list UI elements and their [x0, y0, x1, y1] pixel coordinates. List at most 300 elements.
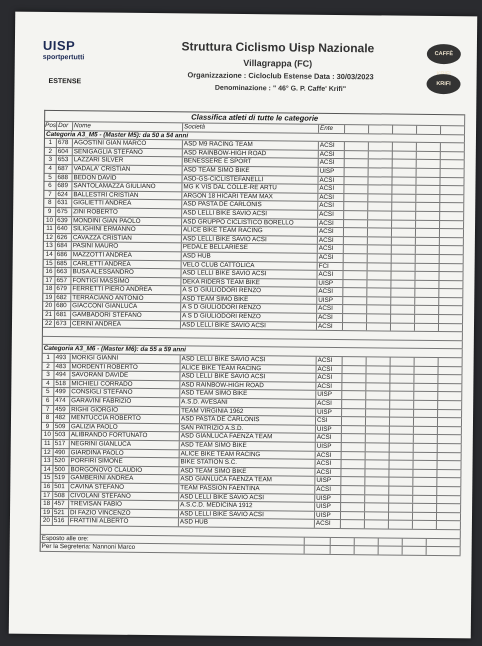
blank-cell: [413, 470, 437, 478]
blank-cell: [438, 461, 462, 469]
position-cell: 2: [45, 148, 57, 156]
position-cell: 8: [44, 199, 56, 207]
position-cell: 1: [45, 139, 57, 147]
blank-cell: [438, 418, 462, 426]
bib-number-cell: 679: [55, 285, 71, 293]
blank-cell: [414, 461, 438, 469]
rider-name-cell: LAZZARI SILVER: [73, 157, 183, 166]
position-cell: 9: [42, 423, 54, 431]
position-cell: 14: [44, 251, 56, 259]
position-cell: 13: [42, 457, 54, 465]
secretary-label: Per la Segreteria: Nannoni Marco: [41, 543, 305, 553]
position-cell: 19: [41, 509, 53, 517]
federation-cell: ACSI: [316, 374, 342, 382]
position-cell: 7: [44, 191, 56, 199]
rider-name-cell: VADALA' CRISTIAN: [73, 165, 183, 174]
blank-cell: [345, 142, 369, 150]
blank-cell: [392, 194, 416, 202]
posted-time-label: Esposto alle ore:: [41, 534, 305, 544]
blank-cell: [392, 211, 416, 219]
blank-cell: [341, 512, 365, 520]
team-name-cell: A S D GIULIODORI RENZO: [181, 312, 317, 321]
blank-cell: [437, 513, 461, 521]
blank-cell: [441, 160, 465, 168]
blank-cell: [440, 229, 464, 237]
bib-number-cell: 682: [55, 294, 71, 302]
blank-cell: [439, 315, 463, 323]
federation-cell: ACSI: [318, 245, 344, 253]
blank-cell: [416, 177, 440, 185]
federation-cell: ACSI: [317, 322, 343, 330]
team-name-cell: TEAM VIRGINIA 1962: [180, 407, 316, 416]
blank-cell: [342, 417, 366, 425]
blank-cell: [390, 392, 414, 400]
blank-cell: [417, 160, 441, 168]
rider-name-cell: BEDON DAVID: [72, 174, 182, 183]
team-name-cell: ASD GIANLUCA FAENZA TEAM: [180, 433, 316, 442]
blank-cell: [343, 323, 367, 331]
blank-cell: [366, 383, 390, 391]
team-name-cell: PEDALE BELLARIESE: [182, 244, 318, 253]
blank-cell: [438, 375, 462, 383]
team-name-cell: A.S.D. AVESANI: [180, 398, 316, 407]
blank-cell: [438, 435, 462, 443]
federation-cell: UISP: [316, 391, 342, 399]
team-name-cell: SAN PATRIZIO A.S.D.: [180, 424, 316, 433]
federation-cell: ACSI: [318, 254, 344, 262]
rider-name-cell: GAMBADORI STEFANO: [71, 311, 181, 320]
blank-cell: [437, 478, 461, 486]
rider-name-cell: SENIGAGLIA STEFANO: [73, 148, 183, 157]
rider-name-cell: ZINI ROBERTO: [72, 208, 182, 217]
bib-number-cell: 663: [56, 268, 72, 276]
blank-cell: [368, 254, 392, 262]
col-societa-header: Società: [183, 123, 319, 132]
federation-cell: ACSI: [317, 365, 343, 373]
blank-cell: [366, 400, 390, 408]
blank-cell: [344, 254, 368, 262]
blank-cell: [438, 401, 462, 409]
blank-cell: [390, 435, 414, 443]
bib-number-cell: 639: [56, 217, 72, 225]
team-name-cell: ASD LELLI BIKE SAVIO ACSI: [181, 355, 317, 364]
federation-cell: ACSI: [316, 383, 342, 391]
bib-number-cell: 483: [55, 363, 71, 371]
blank-cell: [416, 229, 440, 237]
category-label: Categoria A3_M5 - (Master M5): da 50 a 54 anni: [45, 131, 465, 143]
blank-cell: [438, 384, 462, 392]
blank-cell: [389, 512, 413, 520]
position-cell: 3: [42, 371, 54, 379]
bib-number-cell: 640: [56, 225, 72, 233]
blank-cell: [367, 306, 391, 314]
bib-number-cell: 501: [53, 483, 69, 491]
position-cell: 17: [41, 491, 53, 499]
bib-number-cell: 624: [56, 191, 72, 199]
blank-cell: [342, 443, 366, 451]
federation-cell: UISP: [315, 477, 341, 485]
position-cell: 2: [43, 363, 55, 371]
blank-cell: [414, 375, 438, 383]
blank-cell: [392, 220, 416, 228]
position-cell: 18: [43, 285, 55, 293]
federation-cell: ACSI: [318, 219, 344, 227]
blank-cell: [342, 409, 366, 417]
bib-number-cell: 686: [56, 251, 72, 259]
blank-cell: [438, 410, 462, 418]
federation-cell: ACSI: [319, 159, 345, 167]
blank-cell: [368, 246, 392, 254]
blank-cell: [342, 391, 366, 399]
blank-cell: [366, 417, 390, 425]
blank-cell: [368, 211, 392, 219]
position-cell: 13: [44, 242, 56, 250]
position-cell: 10: [42, 431, 54, 439]
blank-cell: [414, 392, 438, 400]
blank-cell: [392, 254, 416, 262]
team-name-cell: ASD GIANLUCA FAENZA TEAM: [179, 476, 315, 485]
blank-cell: [415, 358, 439, 366]
team-name-cell: ASD LELLI BIKE SAVIO ACSI: [179, 493, 315, 502]
federation-cell: ACSI: [318, 176, 344, 184]
rider-name-cell: AGOSTINI GIAN MARCO: [73, 139, 183, 148]
blank-cell: [341, 503, 365, 511]
bib-number-cell: 516: [53, 517, 69, 525]
blank-cell: [368, 263, 392, 271]
blank-cell: [367, 297, 391, 305]
bib-number-cell: 521: [53, 509, 69, 517]
blank-cell: [416, 212, 440, 220]
federation-cell: ACSI: [318, 211, 344, 219]
blank-cell: [341, 469, 365, 477]
blank-cell: [392, 177, 416, 185]
blank-cell: [344, 245, 368, 253]
blank-cell: [343, 314, 367, 322]
blank-cell: [342, 452, 366, 460]
blank-cell: [389, 478, 413, 486]
blank-cell: [341, 520, 365, 528]
blank-cell: [390, 383, 414, 391]
rider-name-cell: CONSIGLI STEFANO: [70, 389, 180, 398]
blank-cell: [413, 504, 437, 512]
bib-number-cell: 631: [56, 199, 72, 207]
team-name-cell: ASD HUB: [182, 252, 318, 261]
bib-number-cell: 503: [54, 431, 70, 439]
blank-cell: [417, 143, 441, 151]
rider-name-cell: GIACCONI GIANLUCA: [71, 303, 181, 312]
rider-name-cell: TERRACIANO ANTONIO: [71, 294, 181, 303]
bib-number-cell: 675: [56, 208, 72, 216]
blank-cell: [344, 202, 368, 210]
blank-cell: [391, 280, 415, 288]
rider-name-cell: BALLESTRI CRISTIAN: [72, 191, 182, 200]
blank-cell: [366, 443, 390, 451]
blank-cell: [437, 470, 461, 478]
blank-cell: [391, 289, 415, 297]
blank-cell: [343, 357, 367, 365]
rider-name-cell: MORDENTI ROBERTO: [71, 363, 181, 372]
blank-cell: [342, 426, 366, 434]
blank-cell: [440, 212, 464, 220]
blank-cell: [437, 487, 461, 495]
blank-cell: [392, 263, 416, 271]
bib-number-cell: 520: [54, 457, 70, 465]
blank-cell: [369, 151, 393, 159]
blank-cell: [391, 315, 415, 323]
blank-cell: [366, 375, 390, 383]
team-name-cell: ASD RAINBOW-HIGH ROAD: [180, 381, 316, 390]
blank-cell: [393, 160, 417, 168]
bib-number-cell: 457: [53, 500, 69, 508]
federation-cell: UISP: [316, 408, 342, 416]
blank-cell: [414, 384, 438, 392]
federation-cell: ACSI: [318, 228, 344, 236]
results-table: [40, 110, 466, 556]
blank-cell: [343, 306, 367, 314]
blank-cell: [393, 126, 417, 134]
blank-cell: [366, 366, 390, 374]
blank-cell: [392, 203, 416, 211]
rider-name-cell: PORFIRI SIMONE: [70, 457, 180, 466]
rider-name-cell: DI FAZIO VINCENZO: [69, 509, 179, 518]
bib-number-cell: 482: [54, 414, 70, 422]
federation-cell: UISP: [316, 426, 342, 434]
federation-cell: FCI: [318, 262, 344, 270]
blank-cell: [342, 383, 366, 391]
blank-cell: [367, 280, 391, 288]
position-cell: 11: [42, 440, 54, 448]
blank-cell: [368, 177, 392, 185]
col-nome-header: Nome: [73, 122, 183, 131]
blank-cell: [440, 203, 464, 211]
bib-number-cell: 493: [55, 354, 71, 362]
team-name-cell: MG K VIS DAL COLLE-RE ARTU: [182, 184, 318, 193]
blank-cell: [414, 444, 438, 452]
blank-cell: [413, 521, 437, 529]
blank-cell: [389, 469, 413, 477]
federation-cell: ACSI: [318, 202, 344, 210]
bib-number-cell: 684: [56, 242, 72, 250]
document-header: [42, 38, 463, 110]
rider-name-cell: GIARDINA PAOLO: [70, 449, 180, 458]
blank-cell: [438, 427, 462, 435]
blank-cell: [390, 401, 414, 409]
rider-name-cell: NEGRINI GIANLUCA: [70, 440, 180, 449]
federation-cell: ACSI: [315, 520, 341, 528]
rider-name-cell: MAZZOTTI ANDREA: [72, 251, 182, 260]
blank-cell: [368, 185, 392, 193]
blank-cell: [365, 478, 389, 486]
federation-cell: UISP: [315, 494, 341, 502]
rider-name-cell: GALIZIA PAOLO: [70, 423, 180, 432]
blank-cell: [369, 125, 393, 133]
blank-cell: [390, 375, 414, 383]
bib-number-cell: 681: [55, 311, 71, 319]
federation-cell: ACSI: [318, 236, 344, 244]
bib-number-cell: 500: [53, 466, 69, 474]
bib-number-cell: 680: [55, 303, 71, 311]
blank-cell: [393, 151, 417, 159]
team-name-cell: ASD-GS-CICLISTEFANELLI: [182, 175, 318, 184]
blank-cell: [414, 409, 438, 417]
blank-cell: [341, 477, 365, 485]
blank-cell: [368, 220, 392, 228]
rider-name-cell: MENTUCCIA ROBERTO: [70, 414, 180, 423]
blank-cell: [438, 392, 462, 400]
blank-cell: [368, 194, 392, 202]
rider-name-cell: GAMBERINI ANDREA: [69, 475, 179, 484]
blank-cell: [441, 169, 465, 177]
federation-cell: UISP: [315, 503, 341, 511]
position-cell: 16: [44, 268, 56, 276]
blank-cell: [366, 409, 390, 417]
blank-cell: [439, 281, 463, 289]
team-name-cell: ASD PASTA DE CARLONIS: [182, 201, 318, 210]
blank-cell: [439, 298, 463, 306]
category-m5-rows: [43, 139, 465, 332]
team-name-cell: BENESSERE E SPORT: [183, 158, 319, 167]
team-name-cell: ALICE BIKE TEAM RACING: [181, 364, 317, 373]
federation-cell: ACSI: [316, 451, 342, 459]
team-name-cell: A S D GIULIODORI RENZO: [181, 304, 317, 313]
bib-number-cell: 673: [55, 320, 71, 328]
sponsor-badge-2: KRIFI: [426, 74, 460, 94]
blank-cell: [367, 357, 391, 365]
bib-number-cell: 678: [57, 139, 73, 147]
blank-cell: [417, 152, 441, 160]
results-sheet: [9, 12, 477, 639]
position-cell: 9: [44, 208, 56, 216]
position-cell: 5: [42, 388, 54, 396]
blank-cell: [368, 228, 392, 236]
team-name-cell: VELO CLUB CATTOLICA: [182, 261, 318, 270]
blank-cell: [342, 400, 366, 408]
bib-number-cell: 653: [57, 156, 73, 164]
position-cell: 4: [42, 380, 54, 388]
rider-name-cell: GARAVINI FABRIZIO: [70, 397, 180, 406]
blank-cell: [391, 323, 415, 331]
blank-cell: [440, 238, 464, 246]
position-cell: 17: [43, 277, 55, 285]
team-name-cell: ASD TEAM SIMO BIKE: [180, 390, 316, 399]
uisp-logo-subtext: sportpertutti: [42, 53, 85, 62]
bib-number-cell: 604: [57, 148, 73, 156]
rider-name-cell: PASINI MAURO: [72, 243, 182, 252]
bib-number-cell: 474: [54, 397, 70, 405]
federation-cell: ACSI: [316, 434, 342, 442]
blank-cell: [414, 435, 438, 443]
team-name-cell: ASD TEAM SIMO BIKE: [179, 467, 315, 476]
bib-number-cell: 688: [56, 174, 72, 182]
team-name-cell: ASD PASTA DE CARLONIS: [180, 416, 316, 425]
blank-cell: [345, 168, 369, 176]
bib-number-cell: 490: [54, 449, 70, 457]
blank-cell: [414, 452, 438, 460]
blank-cell: [416, 238, 440, 246]
blank-cell: [344, 211, 368, 219]
rider-name-cell: MORIGI GIANNI: [71, 354, 181, 363]
blank-cell: [415, 306, 439, 314]
blank-cell: [415, 280, 439, 288]
blank-cell: [416, 220, 440, 228]
team-name-cell: ASD LELLI BIKE SAVIO ACSI: [181, 269, 317, 278]
federation-cell: ACSI: [315, 469, 341, 477]
rider-name-cell: SANTOLAMAZZA GIULIANO: [72, 182, 182, 191]
rider-name-cell: BUSA ALESSANDRO: [72, 268, 182, 277]
bib-number-cell: 687: [57, 165, 73, 173]
blank-cell: [369, 160, 393, 168]
blank-cell: [393, 169, 417, 177]
position-cell: 5: [44, 173, 56, 181]
blank-cell: [440, 178, 464, 186]
blank-cell: [390, 426, 414, 434]
col-dor-header: Dor: [57, 122, 73, 130]
blank-cell: [437, 504, 461, 512]
blank-cell: [440, 255, 464, 263]
federation-cell: ACSI: [319, 142, 345, 150]
blank-cell: [366, 452, 390, 460]
sponsor-badge-1: CAFFÈ: [427, 44, 461, 64]
blank-cell: [390, 366, 414, 374]
blank-cell: [369, 142, 393, 150]
blank-cell: [416, 203, 440, 211]
blank-cell: [439, 324, 463, 332]
federation-cell: UISP: [319, 168, 345, 176]
blank-cell: [438, 444, 462, 452]
position-cell: 4: [45, 165, 57, 173]
blank-cell: [344, 228, 368, 236]
blank-cell: [415, 289, 439, 297]
bib-number-cell: 494: [54, 371, 70, 379]
team-name-cell: ALICE BIKE TEAM RACING: [182, 226, 318, 235]
team-name-cell: ALICE BIKE TEAM RACING: [180, 450, 316, 459]
blank-cell: [439, 358, 463, 366]
blank-cell: [344, 237, 368, 245]
blank-cell: [414, 418, 438, 426]
blank-cell: [344, 177, 368, 185]
blank-cell: [389, 486, 413, 494]
rider-name-cell: MONDINI GIAN PAOLO: [72, 217, 182, 226]
position-cell: 15: [44, 259, 56, 267]
federation-cell: ACSI: [317, 288, 343, 296]
team-name-cell: ASD LELLI BIKE SAVIO ACSI: [180, 373, 316, 382]
rider-name-cell: CAVINA STEFANO: [69, 483, 179, 492]
club-logo: ESTENSE: [48, 77, 82, 86]
position-cell: 15: [41, 474, 53, 482]
blank-cell: [345, 151, 369, 159]
blank-cell: [366, 460, 390, 468]
federation-cell: ACSI: [319, 151, 345, 159]
team-name-cell: ASD TEAM SIMO BIKE: [180, 441, 316, 450]
blank-cell: [391, 297, 415, 305]
bib-number-cell: 508: [53, 492, 69, 500]
federation-cell: ACSI: [318, 194, 344, 202]
rider-name-cell: FRATTINI ALBERTO: [69, 518, 179, 527]
blank-cell: [367, 271, 391, 279]
blank-cell: [441, 126, 465, 134]
blank-cell: [345, 125, 369, 133]
blank-cell: [368, 203, 392, 211]
blank-cell: [437, 496, 461, 504]
position-cell: 11: [44, 225, 56, 233]
bib-number-cell: 689: [56, 182, 72, 190]
blank-cell: [416, 255, 440, 263]
rider-name-cell: CIVOLANI STEFANO: [69, 492, 179, 501]
position-cell: 8: [42, 414, 54, 422]
blank-cell: [391, 272, 415, 280]
document-title: Struttura Ciclismo Uisp Nazionale: [181, 39, 375, 56]
blank-cell: [344, 194, 368, 202]
